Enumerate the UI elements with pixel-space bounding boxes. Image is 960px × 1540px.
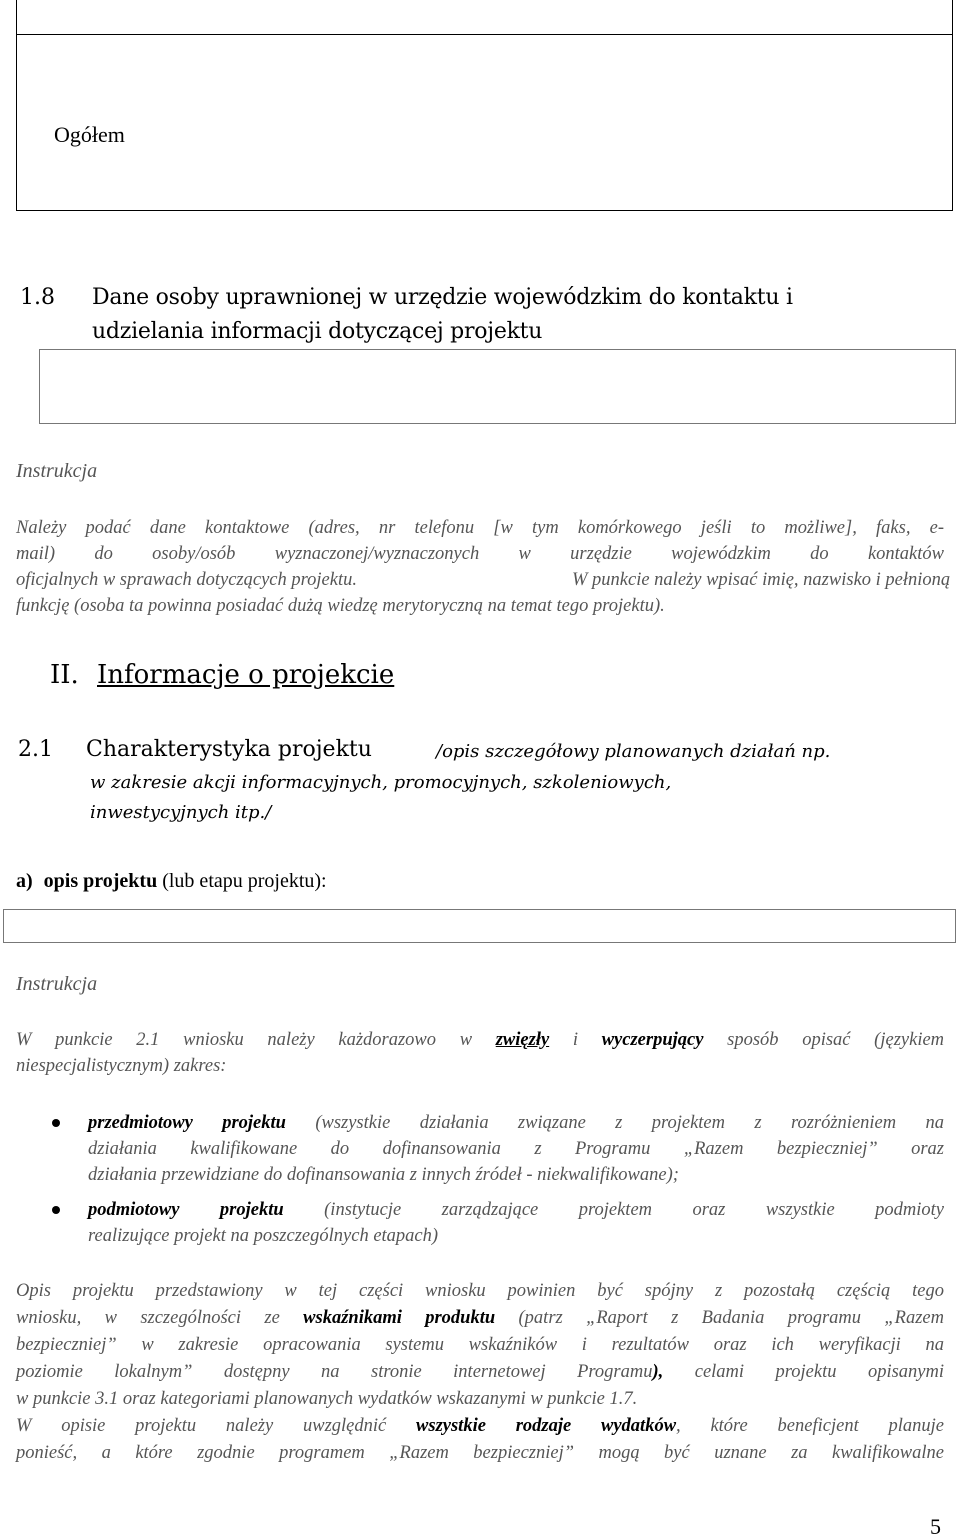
bullet-1 bbox=[52, 1119, 60, 1127]
instrukcja-2-l1-e: sposób opisać (językiem bbox=[727, 1030, 945, 1050]
instrukcja-1-line-3b: W punkcie należy wpisać imię, nazwisko i pełnioną bbox=[572, 570, 951, 590]
para-1-line-4 bbox=[16, 1359, 944, 1385]
bullet-1-line-1 bbox=[88, 1110, 944, 1136]
section-1-8-title-line1: Dane osoby uprawnionej w urzędzie wojewódzkim do kontaktu i bbox=[92, 285, 793, 310]
instrukcja-heading-1: Instrukcja bbox=[16, 460, 98, 482]
bullet-2-line-2: realizujące projekt na poszczególnych etapach) bbox=[88, 1226, 439, 1246]
instrukcja-2-l1-c: i bbox=[572, 1030, 579, 1050]
para-2-l1c: , które beneficjent planuje bbox=[676, 1416, 944, 1436]
item-a-bold: opis projektu bbox=[43, 870, 158, 892]
para-2-l1a: W opisie projektu należy uwzględnić bbox=[16, 1416, 387, 1436]
item-a-label: a) bbox=[16, 870, 33, 892]
bullet-2-bold: podmiotowy projektu bbox=[88, 1200, 284, 1220]
section-ii-number: II. bbox=[50, 660, 79, 690]
para-1-line-5: w punkcie 3.1 oraz kategoriami planowanych wydatków wskazanymi w punkcie 1.7. bbox=[16, 1389, 638, 1409]
top-table-row-divider bbox=[16, 34, 953, 35]
section-2-1-title: Charakterystyka projektu bbox=[86, 737, 372, 762]
section-2-1-number: 2.1 bbox=[18, 737, 53, 762]
para-1-l2a: wniosku, w szczególności ze bbox=[16, 1308, 280, 1328]
para-2-line-2: ponieść, a które zgodnie programem „Razem bezpieczniej” mogą być uznane za kwalifikowalne bbox=[16, 1443, 944, 1463]
section-2-1-note-line1: /opis szczegółowy planowanych działań np. bbox=[436, 741, 831, 762]
top-table bbox=[16, 0, 953, 211]
item-a bbox=[16, 870, 327, 893]
para-1-l4b: ), bbox=[652, 1362, 664, 1382]
project-description-input-box[interactable] bbox=[3, 909, 956, 943]
section-ii-title-text: Informacje o projekcie bbox=[97, 660, 395, 690]
section-1-8-number: 1.8 bbox=[20, 285, 55, 310]
instrukcja-2-line-1 bbox=[16, 1027, 944, 1053]
contact-person-input-box[interactable] bbox=[39, 349, 956, 424]
item-a-rest: (lub etapu projektu): bbox=[162, 870, 327, 892]
para-2-line-1 bbox=[16, 1413, 944, 1439]
instrukcja-2-line-2: niespecjalistycznym) zakres: bbox=[16, 1056, 227, 1076]
instrukcja-2-l1-b: zwięzły bbox=[495, 1030, 550, 1050]
instrukcja-heading-2: Instrukcja bbox=[16, 973, 98, 995]
para-1-line-1: Opis projektu przedstawiony w tej części wniosku powinien być spójny z pozostałą częścią tego bbox=[16, 1281, 944, 1301]
para-1-line-3: bezpieczniej” w zakresie opracowania systemu wskaźników i rezultatów oraz ich weryfikacji na bbox=[16, 1335, 944, 1355]
bullet-1-bold: przedmiotowy projektu bbox=[88, 1113, 286, 1133]
bullet-1-line-2: działania kwalifikowane do dofinansowania z Programu „Razem bezpieczniej” oraz bbox=[88, 1139, 944, 1159]
para-1-l4c: celami projektu opisanymi bbox=[694, 1362, 944, 1382]
bullet-2-line-1 bbox=[88, 1197, 944, 1223]
bullet-2-l1: (instytucje zarządzające projektem oraz wszystkie podmioty bbox=[324, 1200, 945, 1220]
instrukcja-1-line-1: Należy podać dane kontaktowe (adres, nr telefonu [w tym komórkowego jeśli to możliwe], faks, e- bbox=[16, 518, 944, 538]
instrukcja-1-line-4: funkcję (osoba ta powinna posiadać dużą wiedzę merytoryczną na temat tego projektu). bbox=[16, 596, 665, 616]
instrukcja-2-l1-d: wyczerpujący bbox=[601, 1030, 704, 1050]
bullet-1-l1: (wszystkie działania związane z projektem z rozróżnieniem na bbox=[315, 1113, 944, 1133]
para-2-l1b: wszystkie rodzaje wydatków bbox=[416, 1416, 677, 1436]
instrukcja-1-line-3: oficjalnych w sprawach dotyczących projektu. bbox=[16, 570, 357, 590]
ogolem-label: Ogółem bbox=[54, 122, 125, 147]
section-2-1-note-line3: inwestycyjnych itp./ bbox=[90, 802, 272, 823]
instrukcja-2-l1-a: W punkcie 2.1 wniosku należy każdorazowo w bbox=[16, 1030, 473, 1050]
instrukcja-1-line-2: mail) do osoby/osób wyznaczonej/wyznaczonych w urzędzie wojewódzkim do kontaktów bbox=[16, 544, 944, 564]
section-1-8-title-line2: udzielania informacji dotyczącej projektu bbox=[92, 319, 543, 344]
section-2-1-note-line2: w zakresie akcji informacyjnych, promocyjnych, szkoleniowych, bbox=[90, 772, 672, 793]
bullet-1-line-3: działania przewidziane do dofinansowania z innych źródeł - niekwalifikowane); bbox=[88, 1165, 679, 1185]
para-1-l4a: poziomie lokalnym” dostępny na stronie internetowej Programu bbox=[16, 1362, 653, 1382]
para-1-line-2 bbox=[16, 1305, 944, 1331]
para-1-l2c: (patrz „Raport z Badania programu „Razem bbox=[518, 1308, 945, 1328]
bullet-2 bbox=[52, 1206, 60, 1214]
para-1-l2b: wskaźnikami produktu bbox=[303, 1308, 496, 1328]
page-number: 5 bbox=[930, 1514, 941, 1539]
section-ii-title bbox=[97, 660, 394, 690]
